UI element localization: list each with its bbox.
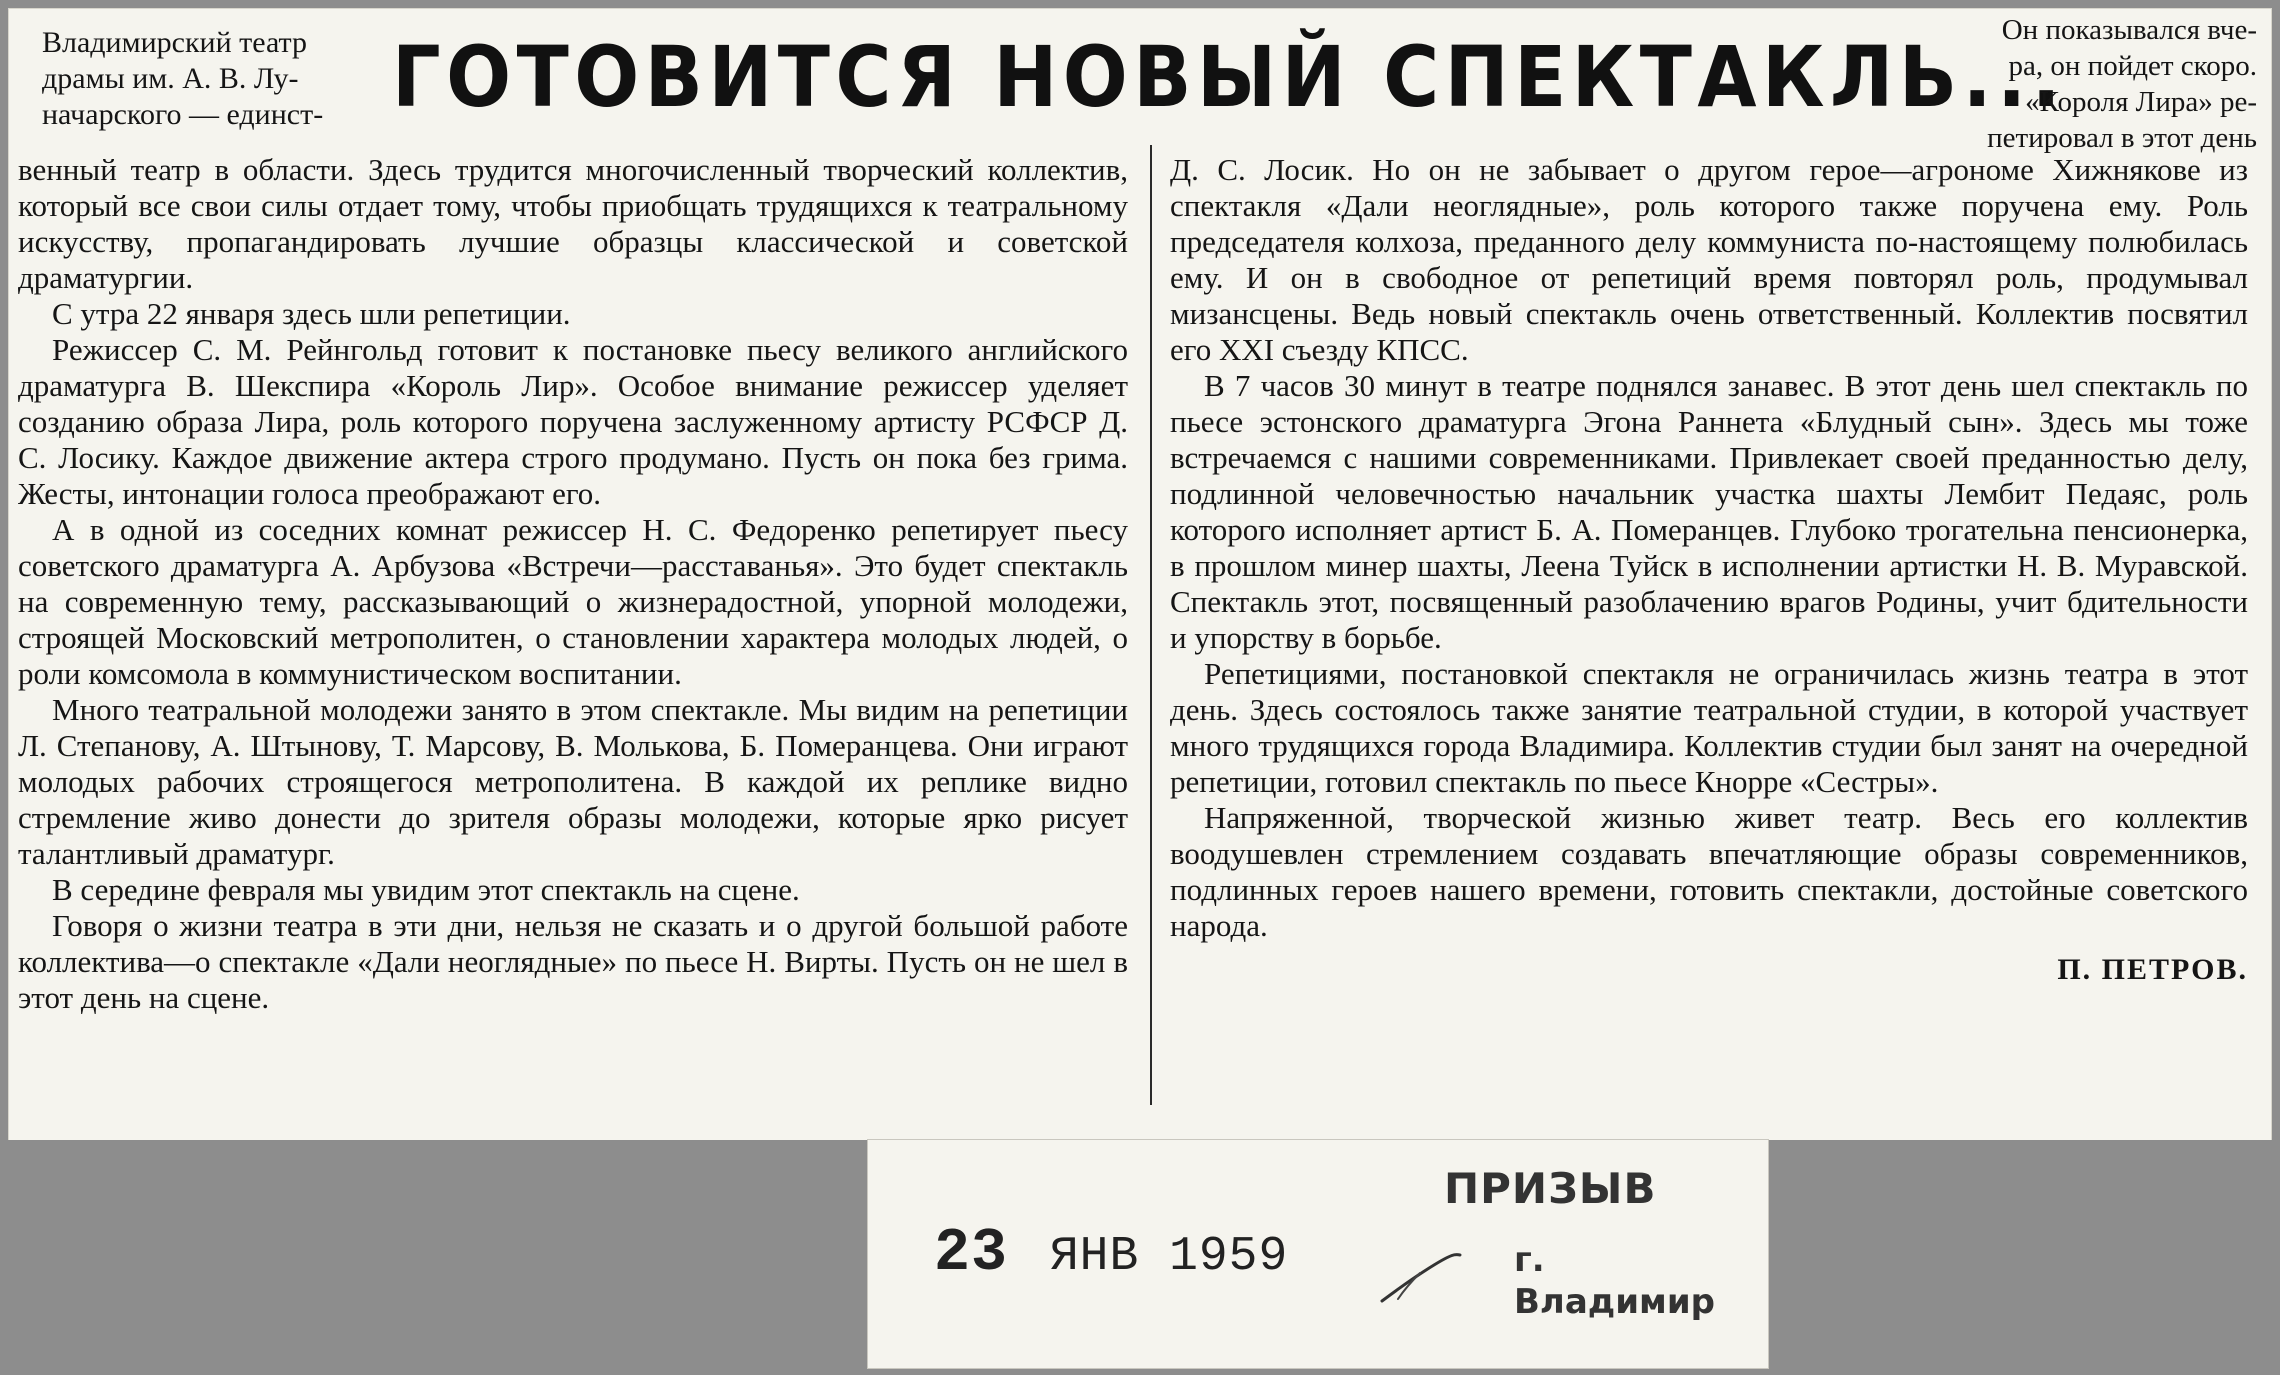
- stamp-month: ЯНВ: [1049, 1230, 1140, 1284]
- author-signature: П. ПЕТРОВ.: [2057, 953, 2248, 986]
- scan-background-right: [1768, 1140, 2280, 1375]
- column-divider: [1150, 145, 1152, 1105]
- paragraph: В середине февраля мы увидим этот спектакль на сцене.: [52, 872, 800, 907]
- paragraph: С утра 22 января здесь шли репетиции.: [52, 296, 571, 331]
- paragraph: Репетициями, постановкой спектакля не ограничилась жизнь театра в этот день. Здесь состоялось также занятие театральной студии, в которой участвует много трудящихся города Владимира. Коллектив студии был занят на очередной репетиции, готовил спектакль по пьесе Кнорре «Сестры».: [1170, 656, 2248, 799]
- scan-background-left: [0, 1140, 868, 1375]
- paragraph: венный театр в области. Здесь трудится многочисленный творческий коллектив, который все свои силы отдает тому, чтобы приобщать трудящихся к театральному искусству, пропагандировать лучшие образцы классической и советской драматургии.: [18, 152, 1128, 295]
- paragraph: Режиссер С. М. Рейнгольд готовит к постановке пьесу великого английского драматурга В. Шекспира «Король Лир». Особое внимание режиссер уделяет созданию образа Лира, роль которого поручена заслуженному артисту РСФСР Д. С. Лосику. Каждое движение актера строго продумано. Пусть он пока без грима. Жесты, интонации голоса преображают его.: [18, 332, 1128, 511]
- paragraph: Д. С. Лосик. Но он не забывает о другом герое—агрономе Хижнякове из спектакля «Дали неоглядные», роль которого также поручена ему. Роль председателя колхоза, преданного делу коммуниста по-настоящему полюбилась ему. И он в свободное от репетиций время повторял роль, продумывал мизансцены. Ведь новый спектакль очень ответственный. Коллектив посвятил его XXI съезду КПСС.: [1170, 152, 2248, 367]
- article-column-right: [1170, 152, 2248, 988]
- article-headline: ГОТОВИТСЯ НОВЫЙ СПЕКТАКЛЬ...: [392, 28, 2067, 126]
- stamp-source-name: ПРИЗЫВ: [1444, 1164, 1657, 1213]
- stamp-day: 23: [934, 1220, 1009, 1288]
- stamp-date: [928, 1220, 1289, 1288]
- article-deck: Он показывался вче- ра, он пойдет скоро. «Короля Лира» ре- петировал в этот день: [1987, 14, 2257, 154]
- paragraph: Напряженной, творческой жизнью живет театр. Весь его коллектив воодушевлен стремлением создавать впечатляющие образы современников, подлинных героев нашего времени, готовить спектакли, достойные советского народа.: [1170, 800, 2248, 943]
- paragraph: А в одной из соседних комнат режиссер Н. С. Федоренко репетирует пьесу советского драматурга А. Арбузова «Встречи—расставанья». Это будет спектакль на современную тему, рассказывающий о жизнерадостной, упорной молодежи, строящей Московский метрополитен, о становлении характера молодых людей, о роли комсомола в коммунистическом воспитании.: [18, 512, 1128, 691]
- paragraph: В 7 часов 30 минут в театре поднялся занавес. В этот день шел спектакль по пьесе эстонского драматурга Эгона Раннета «Блудный сын». Здесь мы тоже встречаемся с нашими современниками. Привлекает своей преданностью делу, подлинной человечностью начальник участка шахты Лембит Педаяс, роль которого исполняет артист Б. А. Померанцев. Глубоко трогательна пенсионерка, в прошлом минер шахты, Леена Туйск в исполнении артистки Н. В. Муравской. Спектакль этот, посвященный разоблачению врагов Родины, учит бдительности и упорству в борьбе.: [1170, 368, 2248, 655]
- paragraph: Говоря о жизни театра в эти дни, нельзя не сказать и о другой большой работе коллектива—о спектакле «Дали неоглядные» по пьесе Н. Вирты. Пусть он не шел в этот день на сцене.: [18, 908, 1128, 1015]
- stamp-source: [1444, 1165, 1730, 1323]
- stamp-source-city: г. Владимир: [1514, 1240, 1715, 1322]
- paragraph: Много театральной молодежи занято в этом спектакле. Мы видим на репетиции Л. Степанову, А. Штынову, Т. Марсову, В. Молькова, Б. Померанцева. Они играют молодых рабочих строящегося метрополитена. В каждой их реплике видно стремление живо донести до зрителя образы молодежи, которые ярко рисует талантливый драматург.: [18, 692, 1128, 871]
- article-kicker: Владимирский театр драмы им. А. В. Лу- начарского — единст-: [42, 26, 324, 131]
- stamp-year: 1959: [1169, 1230, 1289, 1284]
- article-column-left: [18, 152, 1128, 1016]
